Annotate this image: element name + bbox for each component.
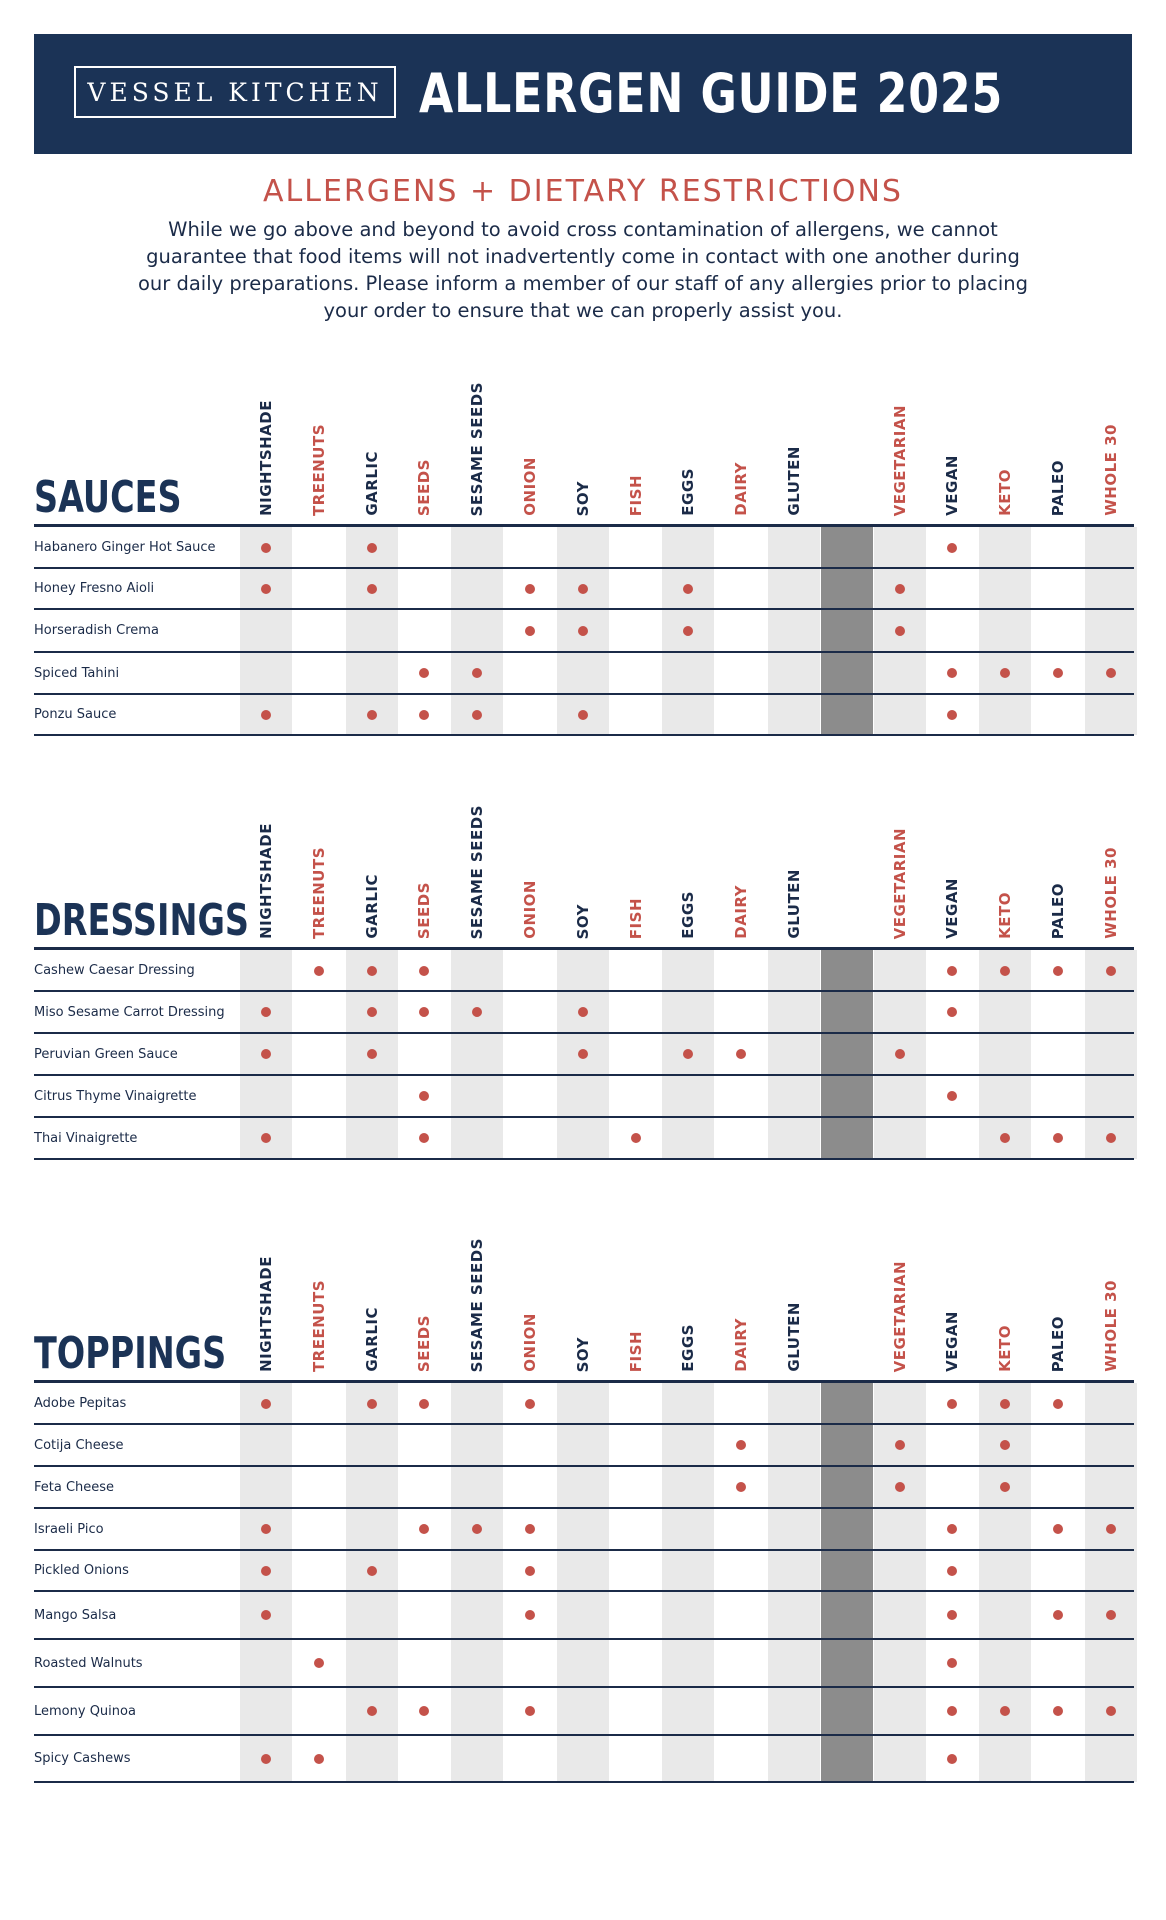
allergen-dot — [367, 1049, 377, 1059]
column-header — [715, 372, 767, 516]
column-header-label: FISH — [626, 1330, 645, 1372]
allergen-dot — [578, 584, 588, 594]
allergen-dot — [525, 1566, 535, 1576]
row-divider — [34, 734, 1134, 736]
allergen-dot — [736, 1440, 746, 1450]
column-header — [451, 1228, 503, 1372]
column-header — [451, 795, 503, 939]
column-header-label: TREENUTS — [309, 423, 328, 516]
allergen-dot — [419, 1091, 429, 1101]
allergen-dot — [947, 1610, 957, 1620]
allergen-dot — [1106, 1706, 1116, 1716]
column-header-label: ONION — [521, 457, 539, 516]
allergen-dot — [261, 1754, 271, 1764]
item-name: Miso Sesame Carrot Dressing — [34, 1004, 225, 1020]
column-header-label: ONION — [521, 1313, 539, 1372]
column-header — [293, 1228, 345, 1372]
allergen-dot — [895, 1482, 905, 1492]
column-header-label: GLUTEN — [785, 1302, 803, 1372]
column-header-label: GARLIC — [362, 874, 381, 939]
allergen-dot — [367, 1007, 377, 1017]
column-band — [768, 950, 820, 1159]
column-band — [1085, 527, 1137, 735]
column-header-label: DAIRY — [732, 462, 751, 516]
column-header — [1085, 1228, 1137, 1372]
column-header-label: VEGAN — [943, 455, 962, 516]
allergen-dot — [1053, 1524, 1063, 1534]
column-header-label: PALEO — [1049, 882, 1067, 939]
column-band — [768, 527, 820, 735]
column-header — [979, 372, 1031, 516]
item-name: Adobe Pepitas — [34, 1396, 127, 1411]
allergen-dot — [1000, 1399, 1010, 1409]
column-header-label: WHOLE 30 — [1101, 847, 1120, 939]
allergen-dot — [367, 1566, 377, 1576]
column-header-label: PALEO — [1049, 1315, 1067, 1372]
column-header — [557, 795, 609, 939]
allergen-dot — [367, 1706, 377, 1716]
column-header-label: DAIRY — [732, 885, 751, 939]
column-header-label: GLUTEN — [785, 446, 803, 516]
row-divider — [34, 1074, 1134, 1076]
column-band — [451, 950, 503, 1159]
allergen-dot — [578, 626, 588, 636]
allergen-dot — [261, 1566, 271, 1576]
column-header-label: EGGS — [679, 468, 698, 516]
item-name: Honey Fresno Aioli — [34, 581, 155, 596]
column-header — [662, 1228, 714, 1372]
column-header-label: PALEO — [1049, 459, 1067, 516]
column-header-label: SOY — [573, 1336, 592, 1372]
row-divider — [34, 651, 1134, 653]
allergen-dot — [1053, 1399, 1063, 1409]
allergen-dot — [947, 1091, 957, 1101]
allergen-dot — [525, 626, 535, 636]
allergen-dot — [947, 1524, 957, 1534]
allergen-dot — [367, 966, 377, 976]
column-header — [874, 1228, 926, 1372]
allergen-dot — [947, 543, 957, 553]
allergen-dot — [1053, 1133, 1063, 1143]
allergen-dot — [578, 1049, 588, 1059]
allergen-dot — [314, 1658, 324, 1668]
allergen-dot — [947, 1754, 957, 1764]
allergen-dot — [947, 1706, 957, 1716]
column-header — [874, 372, 926, 516]
column-header-label: EGGS — [679, 1324, 698, 1372]
column-header — [240, 795, 292, 939]
column-header — [610, 1228, 662, 1372]
column-band — [557, 1383, 609, 1782]
column-header-label: NIGHTSHADE — [257, 823, 275, 939]
row-divider — [34, 1638, 1134, 1640]
item-name: Cotija Cheese — [34, 1437, 124, 1453]
column-header — [504, 372, 556, 516]
allergen-dot — [367, 710, 377, 720]
allergen-dot — [261, 584, 271, 594]
allergen-dot — [1106, 1524, 1116, 1534]
column-header — [398, 372, 450, 516]
allergen-dot — [895, 1440, 905, 1450]
allergen-dot — [367, 543, 377, 553]
section-subheading: ALLERGENS + DIETARY RESTRICTIONS — [263, 174, 903, 209]
column-header-label: SESAME SEEDS — [468, 1237, 487, 1372]
column-header-label: GARLIC — [362, 1307, 381, 1372]
column-band — [346, 1383, 398, 1782]
allergen-dot — [1000, 966, 1010, 976]
column-header-label: FISH — [626, 897, 645, 939]
column-header — [768, 1228, 820, 1372]
column-header-label: EGGS — [679, 891, 698, 939]
column-header-label: WHOLE 30 — [1101, 424, 1120, 516]
allergen-dot — [1053, 1610, 1063, 1620]
allergen-dot — [525, 1524, 535, 1534]
allergen-dot — [419, 1133, 429, 1143]
column-band — [979, 527, 1031, 735]
page-title: ALLERGEN GUIDE 2025 — [419, 62, 1004, 125]
allergen-dot — [1106, 668, 1116, 678]
section-title: SAUCES — [34, 472, 182, 523]
allergen-dot — [525, 1399, 535, 1409]
allergen-dot — [525, 584, 535, 594]
allergen-dot — [736, 1049, 746, 1059]
row-divider — [34, 1116, 1134, 1118]
header-rule — [34, 1380, 1134, 1383]
row-divider — [34, 1734, 1134, 1736]
column-header — [346, 795, 398, 939]
allergen-dot — [1106, 966, 1116, 976]
allergen-dot — [261, 1133, 271, 1143]
column-header-label: DAIRY — [732, 1318, 751, 1372]
column-header — [240, 372, 292, 516]
item-name: Mango Salsa — [34, 1607, 117, 1623]
allergen-dot — [261, 1049, 271, 1059]
column-header — [1085, 795, 1137, 939]
allergen-dot — [683, 626, 693, 636]
allergen-dot — [683, 584, 693, 594]
column-header-label: TREENUTS — [309, 1279, 328, 1372]
column-header — [768, 795, 820, 939]
section-title: TOPPINGS — [34, 1328, 227, 1379]
item-name: Habanero Ginger Hot Sauce — [34, 540, 216, 555]
row-divider — [34, 1781, 1134, 1783]
allergen-dot — [419, 710, 429, 720]
column-band — [979, 950, 1031, 1159]
item-name: Thai Vinaigrette — [34, 1130, 138, 1146]
allergen-dot — [631, 1133, 641, 1143]
allergen-dot — [947, 1658, 957, 1668]
column-header — [715, 795, 767, 939]
allergen-dot — [895, 626, 905, 636]
brand-logo: VESSEL KITCHEN — [74, 66, 396, 118]
column-band — [1085, 1383, 1137, 1782]
column-divider — [821, 1383, 873, 1782]
item-name: Citrus Thyme Vinaigrette — [34, 1088, 197, 1104]
item-name: Pickled Onions — [34, 1563, 129, 1578]
allergen-dot — [419, 1524, 429, 1534]
item-name: Feta Cheese — [34, 1479, 115, 1495]
column-header — [979, 1228, 1031, 1372]
allergen-dot — [578, 1007, 588, 1017]
column-header — [293, 795, 345, 939]
column-header — [346, 1228, 398, 1372]
allergen-dot — [419, 1007, 429, 1017]
row-divider — [34, 1507, 1134, 1509]
allergen-dot — [947, 966, 957, 976]
item-name: Ponzu Sauce — [34, 707, 117, 722]
column-header-label: NIGHTSHADE — [257, 1256, 275, 1372]
column-header — [346, 372, 398, 516]
column-header — [979, 795, 1031, 939]
section-dressings — [34, 795, 1134, 1159]
column-divider — [821, 950, 873, 1159]
column-header — [293, 372, 345, 516]
section-sauces — [34, 372, 1134, 735]
item-name: Lemony Quinoa — [34, 1703, 136, 1719]
column-header — [926, 795, 978, 939]
column-header-label: NIGHTSHADE — [257, 400, 275, 516]
column-header — [1085, 372, 1137, 516]
column-header — [610, 795, 662, 939]
allergen-dot — [419, 966, 429, 976]
column-header-label: VEGAN — [943, 1311, 962, 1372]
allergen-dot — [1106, 1133, 1116, 1143]
header-banner — [34, 34, 1132, 154]
item-name: Roasted Walnuts — [34, 1655, 143, 1671]
allergen-dot — [1053, 1706, 1063, 1716]
column-band — [451, 527, 503, 735]
column-header — [398, 795, 450, 939]
allergen-dot — [472, 710, 482, 720]
column-header-label: KETO — [996, 892, 1015, 939]
column-header — [926, 372, 978, 516]
column-header-label: FISH — [626, 474, 645, 516]
row-divider — [34, 1032, 1134, 1034]
column-header — [557, 1228, 609, 1372]
section-toppings — [34, 1228, 1134, 1782]
allergen-dot — [419, 1706, 429, 1716]
allergen-dot — [1106, 1610, 1116, 1620]
item-name: Peruvian Green Sauce — [34, 1046, 178, 1062]
allergen-dot — [261, 1007, 271, 1017]
item-name: Israeli Pico — [34, 1521, 104, 1537]
allergen-dot — [261, 543, 271, 553]
allergen-dot — [367, 1399, 377, 1409]
section-title: DRESSINGS — [34, 895, 249, 946]
column-header — [1032, 1228, 1084, 1372]
row-divider — [34, 1423, 1134, 1425]
column-band — [1085, 950, 1137, 1159]
allergen-dot — [261, 710, 271, 720]
allergen-dot — [314, 966, 324, 976]
allergen-dot — [261, 1524, 271, 1534]
column-header — [1032, 795, 1084, 939]
column-header-label: WHOLE 30 — [1101, 1280, 1120, 1372]
allergen-dot — [261, 1610, 271, 1620]
column-header — [398, 1228, 450, 1372]
row-divider — [34, 608, 1134, 610]
row-divider — [34, 1686, 1134, 1688]
column-header-label: SEEDS — [415, 1314, 434, 1372]
column-band — [240, 527, 292, 735]
column-header — [1032, 372, 1084, 516]
column-header — [926, 1228, 978, 1372]
column-header-label: SESAME SEEDS — [468, 804, 487, 939]
allergen-dot — [947, 668, 957, 678]
allergen-dot — [947, 1566, 957, 1576]
allergen-dot — [525, 1610, 535, 1620]
column-band — [240, 1383, 292, 1782]
column-band — [346, 527, 398, 735]
column-header-label: SEEDS — [415, 881, 434, 939]
column-header-label: GLUTEN — [785, 869, 803, 939]
row-divider — [34, 1590, 1134, 1592]
column-header-label: VEGETARIAN — [890, 1260, 909, 1372]
column-header — [504, 1228, 556, 1372]
disclaimer-text: While we go above and beyond to avoid cross contamination of allergens, we cannot guarantee that food items will not inadvertently come in contact with one another during our daily preparations. Please inform a member of our staff of any allergies prior to placing your order to ensure that we can properly assist you. — [137, 218, 1029, 322]
column-header-label: SESAME SEEDS — [468, 381, 487, 516]
item-name: Spicy Cashews — [34, 1751, 131, 1766]
column-header-label: SOY — [573, 480, 592, 516]
item-name: Spiced Tahini — [34, 665, 120, 681]
column-header-label: GARLIC — [362, 451, 381, 516]
row-divider — [34, 1465, 1134, 1467]
column-header-label: VEGETARIAN — [890, 404, 909, 516]
row-divider — [34, 693, 1134, 695]
allergen-dot — [1053, 668, 1063, 678]
allergen-dot — [419, 1399, 429, 1409]
column-band — [451, 1383, 503, 1782]
column-header — [662, 795, 714, 939]
column-header — [240, 1228, 292, 1372]
allergen-dot — [1053, 966, 1063, 976]
column-header — [662, 372, 714, 516]
column-header-label: VEGETARIAN — [890, 827, 909, 939]
allergen-dot — [947, 1007, 957, 1017]
allergen-dot — [578, 710, 588, 720]
column-header-label: KETO — [996, 1325, 1015, 1372]
column-header — [557, 372, 609, 516]
column-header — [768, 372, 820, 516]
column-header-label: ONION — [521, 880, 539, 939]
header-rule — [34, 947, 1134, 950]
column-header — [715, 1228, 767, 1372]
item-name: Horseradish Crema — [34, 623, 159, 638]
column-header-label: SEEDS — [415, 458, 434, 516]
allergen-dot — [261, 1399, 271, 1409]
column-divider — [821, 527, 873, 735]
allergen-dot — [895, 584, 905, 594]
row-divider — [34, 1158, 1134, 1160]
item-name: Cashew Caesar Dressing — [34, 963, 195, 978]
allergen-dot — [419, 668, 429, 678]
allergen-dot — [367, 584, 377, 594]
column-header-label: VEGAN — [943, 878, 962, 939]
allergen-dot — [947, 1399, 957, 1409]
row-divider — [34, 567, 1134, 569]
column-header-label: TREENUTS — [309, 846, 328, 939]
column-header-label: SOY — [573, 903, 592, 939]
allergen-dot — [525, 1706, 535, 1716]
row-divider — [34, 1549, 1134, 1551]
column-header — [610, 372, 662, 516]
column-band — [662, 1383, 714, 1782]
column-header — [451, 372, 503, 516]
column-header — [874, 795, 926, 939]
column-band — [768, 1383, 820, 1782]
allergen-dot — [736, 1482, 746, 1492]
allergen-dot — [947, 710, 957, 720]
column-header — [504, 795, 556, 939]
allergen-dot — [895, 1049, 905, 1059]
column-header-label: KETO — [996, 469, 1015, 516]
allergen-dot — [314, 1754, 324, 1764]
